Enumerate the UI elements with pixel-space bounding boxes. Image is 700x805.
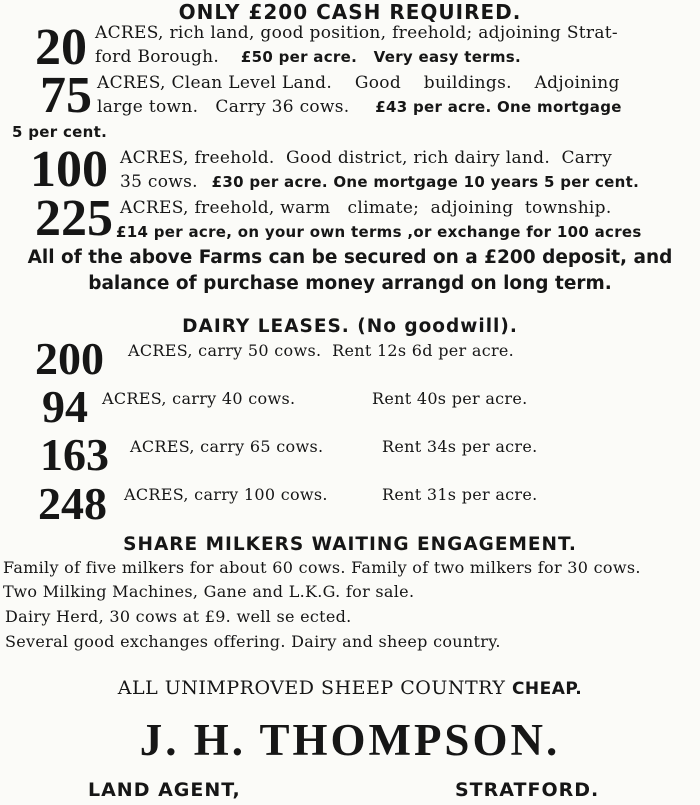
- lease-acreage-number: 200: [35, 333, 104, 384]
- farm-terms-text: 35 cows.: [120, 172, 198, 192]
- farm-description: ACRES, freehold. Good district, rich dairy land. Carry: [120, 148, 612, 168]
- lease-rent: Rent 40s per acre.: [372, 389, 528, 408]
- lease-description: ACRES, carry 40 cows.: [102, 389, 296, 408]
- farm-price: £14 per acre, on your own terms ,or exchange for 100 acres: [116, 223, 642, 241]
- lease-rent: Rent 31s per acre.: [382, 485, 538, 504]
- agent-town: STRATFORD.: [455, 779, 600, 801]
- farm-terms-text: large town. Carry 36 cows.: [97, 97, 350, 117]
- lease-rent: Rent 34s per acre.: [382, 437, 538, 456]
- farm-acreage-number: 75: [40, 67, 92, 124]
- summary-line-2: balance of purchase money arrangd on long term.: [88, 273, 612, 294]
- milkers-line: Two Milking Machines, Gane and L.K.G. for sale.: [3, 582, 415, 601]
- farm-acreage-number: 225: [35, 190, 113, 247]
- sheep-country-text: ALL UNIMPROVED SHEEP COUNTRY: [117, 677, 506, 699]
- lease-acreage-number: 163: [40, 429, 109, 480]
- sheep-country-line: [0, 676, 700, 701]
- farm-mortgage-rate: 5 per cent.: [12, 123, 108, 141]
- agent-name: J. H. THOMPSON.: [139, 715, 561, 765]
- lease-description: ACRES, carry 100 cows.: [124, 485, 328, 504]
- farm-terms: [120, 171, 639, 193]
- agent-title: LAND AGENT,: [88, 779, 241, 801]
- farm-price: £30 per acre. One mortgage 10 years 5 per cent.: [211, 173, 640, 191]
- lease-acreage-number: 248: [38, 478, 107, 529]
- farm-price: £43 per acre. One mortgage: [375, 98, 622, 116]
- farm-description: ACRES, rich land, good position, freehold; adjoining Strat-: [95, 23, 618, 43]
- sheep-country-cheap: CHEAP.: [511, 679, 583, 699]
- farm-price: £50 per acre. Very easy terms.: [240, 48, 522, 66]
- lease-acreage-number: 94: [42, 381, 88, 432]
- milkers-heading: SHARE MILKERS WAITING ENGAGEMENT.: [123, 534, 577, 555]
- farm-terms: [116, 221, 642, 243]
- farm-terms: [97, 96, 622, 118]
- farm-acreage-number: 100: [30, 141, 108, 198]
- lease-description: ACRES, carry 65 cows.: [130, 437, 324, 456]
- farm-description: ACRES, Clean Level Land. Good buildings. Adjoining: [97, 73, 620, 93]
- headline: ONLY £200 CASH REQUIRED.: [178, 0, 522, 24]
- farm-terms: [95, 46, 521, 68]
- farm-description: ACRES, freehold, warm climate; adjoining township.: [120, 198, 612, 218]
- leases-heading: DAIRY LEASES. (No goodwill).: [182, 316, 518, 337]
- milkers-line: Family of five milkers for about 60 cows. Family of two milkers for 30 cows.: [3, 558, 641, 577]
- milkers-line: Dairy Herd, 30 cows at £9. well se ected.: [5, 607, 352, 626]
- lease-description: ACRES, carry 50 cows. Rent 12s 6d per acre.: [128, 341, 515, 360]
- farm-terms-continued: [12, 121, 107, 143]
- summary-line-1: All of the above Farms can be secured on a £200 deposit, and: [27, 247, 673, 268]
- farm-acreage-number: 20: [35, 19, 87, 76]
- milkers-line: Several good exchanges offering. Dairy and sheep country.: [5, 632, 501, 651]
- farm-terms-text: ford Borough.: [95, 47, 220, 67]
